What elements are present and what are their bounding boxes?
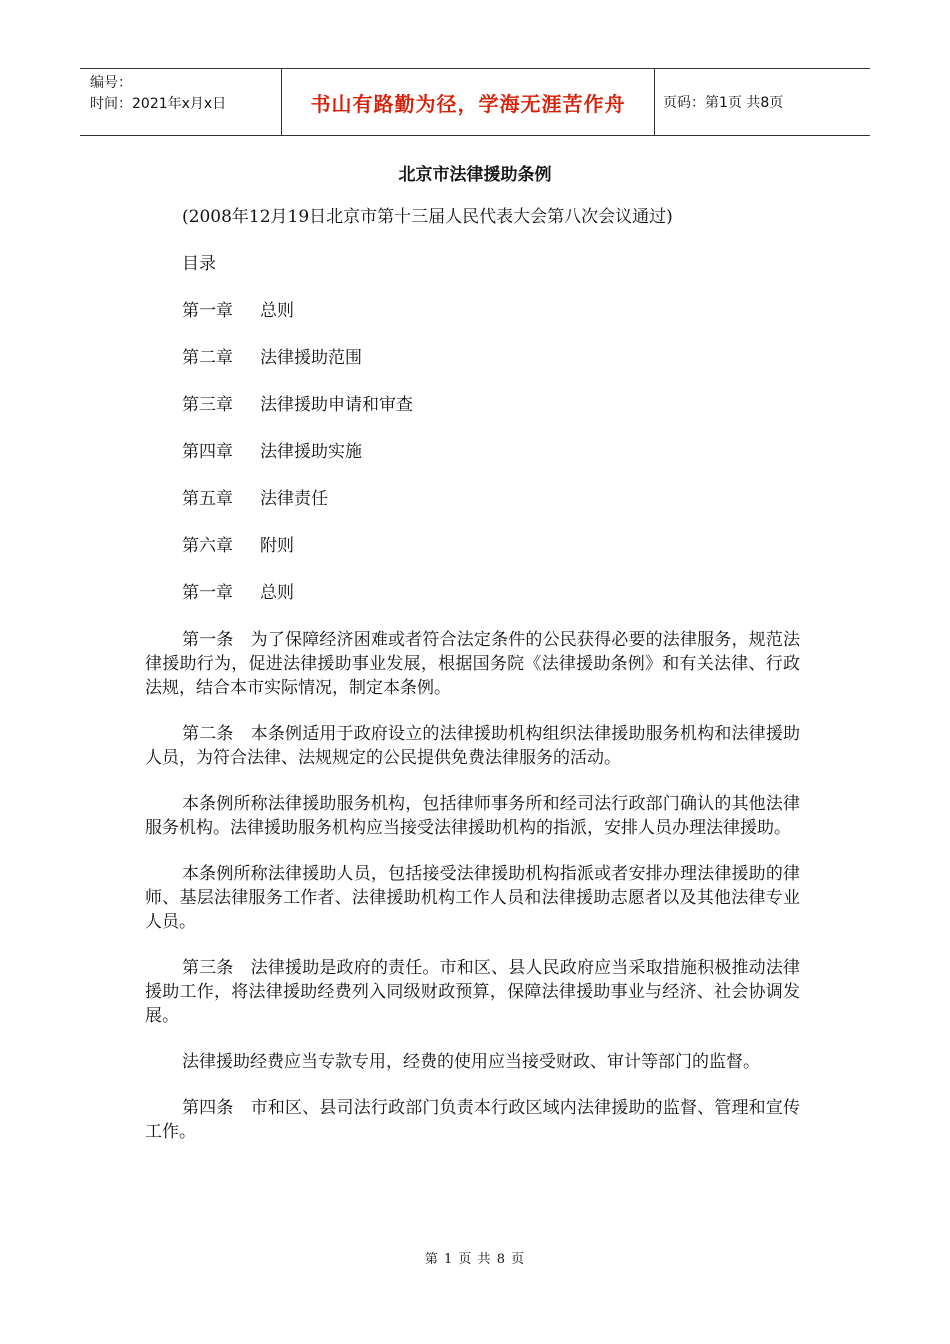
header-meta-cell [80,69,282,135]
toc-item [182,393,800,417]
document-header [80,68,870,136]
toc-chapter-number: 第三章 [182,395,233,415]
passed-note: (2008年12月19日北京市第十三届人民代表大会第八次会议通过) [182,207,673,227]
article-paragraph: 本条例所称法律援助服务机构，包括律师事务所和经司法行政部门确认的其他法律服务机构。法律援助服务机构应当接受法律援助机构的指派，安排人员办理法律援助。 [145,794,800,838]
toc-item [182,487,800,511]
chapter-heading-number: 第一章 [182,583,233,603]
toc-item [182,534,800,558]
article-paragraph: 第三条 法律援助是政府的责任。市和区、县人民政府应当采取措施积极推动法律援助工作，将法律援助经费列入同级财政预算，保障法律援助事业与经济、社会协调发展。 [145,958,800,1026]
number-label: 编号： [90,75,132,91]
toc-item [182,440,800,464]
toc-chapter-name: 法律援助申请和审查 [260,395,413,415]
article-paragraph: 法律援助经费应当专款专用，经费的使用应当接受财政、审计等部门的监督。 [182,1052,760,1072]
article-paragraph: 第一条 为了保障经济困难或者符合法定条件的公民获得必要的法律服务，规范法律援助行为，促进法律援助事业发展，根据国务院《法律援助条例》和有关法律、行政法规，结合本市实际情况，制定本条例。 [145,630,800,698]
chapter-heading-name: 总则 [260,583,294,603]
toc-chapter-name: 法律援助实施 [260,442,362,462]
toc-item [182,346,800,370]
toc-chapter-number: 第四章 [182,442,233,462]
time-label: 时间：2021年x月x日 [90,96,227,112]
toc-label: 目录 [182,254,216,274]
page-footer: 第 1 页 共 8 页 [424,1252,526,1267]
chapter-heading [182,581,800,605]
header-page-info: 页码：第1页 共8页 [663,95,784,111]
toc-chapter-name: 法律责任 [260,489,328,509]
article-paragraph: 本条例所称法律援助人员，包括接受法律援助机构指派或者安排办理法律援助的律师、基层法律服务工作者、法律援助机构工作人员和法律援助志愿者以及其他法律专业人员。 [145,864,800,932]
toc-item [182,299,800,323]
toc-chapter-number: 第一章 [182,301,233,321]
toc-chapter-name: 法律援助范围 [260,348,362,368]
toc-chapter-number: 第六章 [182,536,233,556]
toc-chapter-number: 第五章 [182,489,233,509]
toc-chapter-name: 总则 [260,301,294,321]
document-title: 北京市法律援助条例 [398,165,552,185]
header-motto: 书山有路勤为径，学海无涯苦作舟 [282,69,655,135]
article-paragraph: 第二条 本条例适用于政府设立的法律援助机构组织法律援助服务机构和法律援助人员，为符合法律、法规规定的公民提供免费法律服务的活动。 [145,724,800,768]
toc-chapter-name: 附则 [260,536,294,556]
article-paragraph: 第四条 市和区、县司法行政部门负责本行政区域内法律援助的监督、管理和宣传工作。 [145,1098,800,1142]
toc-chapter-number: 第二章 [182,348,233,368]
document-body [145,205,800,1166]
